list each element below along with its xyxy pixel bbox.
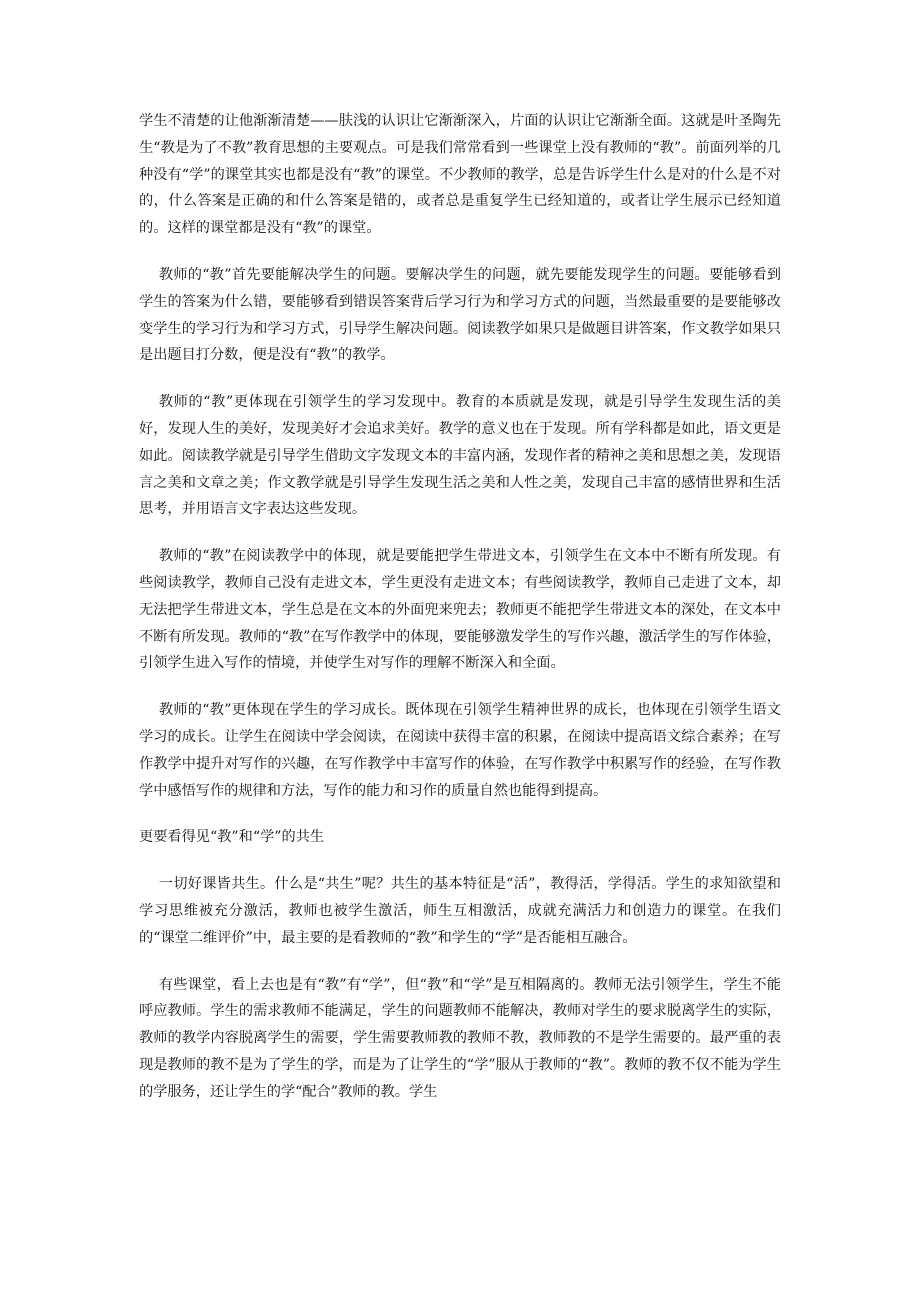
paragraph-7: 有些课堂，看上去也是有“教”有“学”，但“教”和“学”是互相隔离的。教师无法引领学生，学生不能呼应教师。学生的需求教师不能满足，学生的问题教师不能解决，教师对学生的要求脱离学生的实际，教师的教学内容脱离学生的需要，学生需要教师教的教师不教，教师教的不是学生需要的。最严重的表现是教师的教不是为了学生的学，而是为了让学生的“学”服从于教师的“教”。教师的教不仅不能为学生的学服务，还让学生的学“配合”教师的教。学生 xyxy=(139,976,781,1100)
paragraph-4: 教师的“教”在阅读教学中的体现，就是要能把学生带进文本，引领学生在文本中不断有所发现。有些阅读教学，教师自己没有走进文本，学生更没有走进文本；有些阅读教学，教师自己走进了文本，却无法把学生带进文本，学生总是在文本的外面兜来兜去；教师更不能把学生带进文本的深处，在文本中不断有所发现。教师的“教”在写作教学中的体现，要能够激发学生的写作兴趣，激活学生的写作体验，引领学生进入写作的情境，并使学生对写作的理解不断深入和全面。 xyxy=(139,548,781,672)
section-heading: 更要看得见“教”和“学”的共生 xyxy=(139,829,325,846)
paragraph-3: 教师的“教”更体现在引领学生的学习发现中。教育的本质就是发现，就是引导学生发现生活的美好，发现人生的美好，发现美好才会追求美好。教学的意义也在于发现。所有学科都是如此，语文更是如此。阅读教学就是引导学生借助文字发现文本的丰富内涵，发现作者的精神之美和思想之美，发现语言之美和文章之美；作文教学就是引导学生发现生活之美和人性之美，发现自己丰富的感情世界和生活思考，并用语言文字表达这些发现。 xyxy=(139,394,781,518)
paragraph-1: 学生不清楚的让他渐渐清楚——肤浅的认识让它渐渐深入，片面的认识让它渐渐全面。这就是叶圣陶先生“教是为了不教”教育思想的主要观点。可是我们常常看到一些课堂上没有教师的“教”。前面列举的几种没有“学”的课堂其实也都是没有“教”的课堂。不少教师的教学，总是告诉学生什么是对的什么是不对的，什么答案是正确的和什么答案是错的，或者总是重复学生已经知道的，或者让学生展示已经知道的。这样的课堂都是没有“教”的课堂。 xyxy=(139,113,781,237)
paragraph-2: 教师的“教”首先要能解决学生的问题。要解决学生的问题，就先要能发现学生的问题。要能够看到学生的答案为什么错，要能够看到错误答案背后学习行为和学习方式的问题，当然最重要的是要能够改变学生的学习行为和学习方式，引导学生解决问题。阅读教学如果只是做题目讲答案，作文教学如果只是出题目打分数，便是没有“教”的教学。 xyxy=(139,266,781,364)
paragraph-5: 教师的“教”更体现在学生的学习成长。既体现在引领学生精神世界的成长，也体现在引领学生语文学习的成长。让学生在阅读中学会阅读，在阅读中获得丰富的积累，在阅读中提高语文综合素养；在写作教学中提升对写作的兴趣，在写作教学中丰富写作的体验，在写作教学中积累写作的经验，在写作教学中感悟写作的规律和方法，写作的能力和习作的质量自然也能得到提高。 xyxy=(139,702,781,799)
paragraph-6: 一切好课皆共生。什么是“共生”呢？共生的基本特征是“活”，教得活，学得活。学生的求知欲望和学习思维被充分激活，教师也被学生激活，师生互相激活，成就充满活力和创造力的课堂。在我们的“课堂二维评价”中，最主要的是看教师的“教”和学生的“学”是否能相互融合。 xyxy=(139,876,781,946)
document-page xyxy=(139,108,781,1126)
